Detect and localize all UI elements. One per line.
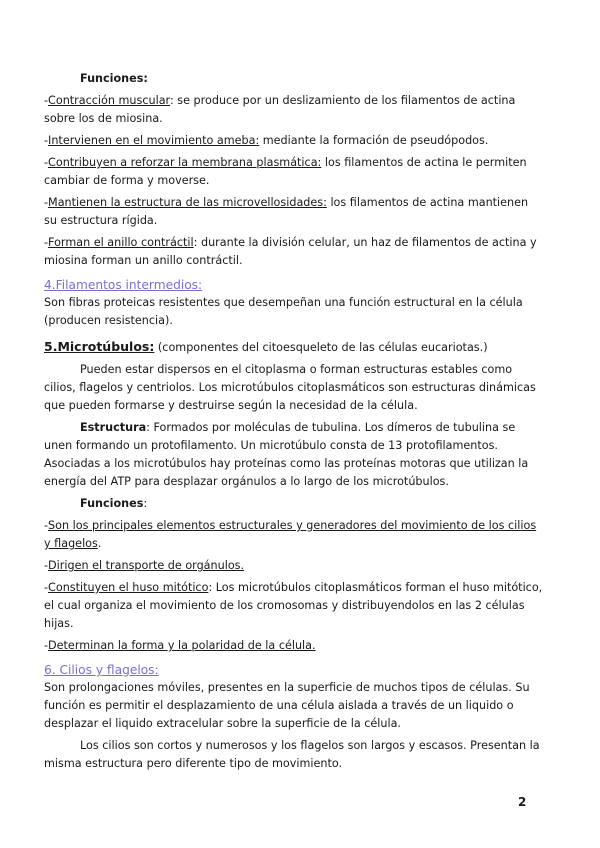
list-item: -Constituyen el huso mitótico: Los microtúbulos citoplasmáticos forman el huso mitótico, el cual organiza el movimiento de los cromosomas y distribuyendolos en las 2 células hijas. bbox=[44, 581, 543, 630]
list-item: -Intervienen en el movimiento ameba: mediante la formación de pseudópodos. bbox=[44, 134, 489, 147]
list-item: -Dirigen el transporte de orgánulos. bbox=[44, 559, 245, 572]
estructura-paragraph: Estructura: Formados por moléculas de tubulina. Los dímeros de tubulina se unen formando un protofilamento. Un microtúbulo consta de 13 protofilamentos. Asociadas a los microtúbulos hay proteínas como las proteínas motoras que utilizan la energía del ATP para desplazar orgánulos a lo largo de los microtúbulos. bbox=[44, 421, 529, 488]
section-6-title: 6. Cilios y flagelos: bbox=[44, 663, 159, 677]
funciones-heading-2: Funciones: bbox=[80, 497, 148, 510]
list-item: -Contracción muscular: se produce por un deslizamiento de los filamentos de actina sobre los de miosina. bbox=[44, 94, 516, 125]
list-item: -Mantienen la estructura de las microvellosidades: los filamentos de actina mantienen su estructura rígida. bbox=[44, 196, 529, 227]
section-5-heading bbox=[44, 338, 544, 357]
section-5-title: 5.Microtúbulos: bbox=[44, 339, 155, 354]
section-4-text: Son fibras proteicas resistentes que desempeñan una función estructural en la célula (producen resistencia). bbox=[44, 296, 523, 327]
list-item: -Forman el anillo contráctil: durante la división celular, un haz de filamentos de actina y miosina forman un anillo contráctil. bbox=[44, 236, 537, 267]
section-5-paragraph: Pueden estar dispersos en el citoplasma o forman estructuras estables como cilios, flagelos y centriolos. Los microtúbulos citoplasmáticos son estructuras dinámicas que pueden formarse y destruirse según la necesidad de la célula. bbox=[44, 363, 536, 412]
section-6-paragraph-2: Los cilios son cortos y numerosos y los flagelos son largos y escasos. Presentan la misma estructura pero diferente tipo de movimiento. bbox=[44, 739, 540, 770]
section-5-subtitle: (componentes del citoesqueleto de las células eucariotas.) bbox=[154, 341, 488, 354]
list-item: -Contribuyen a reforzar la membrana plasmática: los filamentos de actina le permiten cambiar de forma y moverse. bbox=[44, 156, 527, 187]
section-6-paragraph-1: Son prolongaciones móviles, presentes en la superficie de muchos tipos de células. Su función es permitir el desplazamiento de una célula aislada a través de un liquido o desplazar el liquido extracelular sobre la superficie de la célula. bbox=[44, 681, 530, 730]
funciones-heading-1: Funciones: bbox=[80, 72, 148, 85]
list-item: -Son los principales elementos estructurales y generadores del movimiento de los cilios y flagelos. bbox=[44, 519, 537, 550]
document-page bbox=[44, 70, 544, 777]
page-number: 2 bbox=[518, 795, 527, 809]
section-4-title: 4.Filamentos intermedios: bbox=[44, 278, 203, 292]
list-item: -Determinan la forma y la polaridad de la célula. bbox=[44, 639, 316, 652]
